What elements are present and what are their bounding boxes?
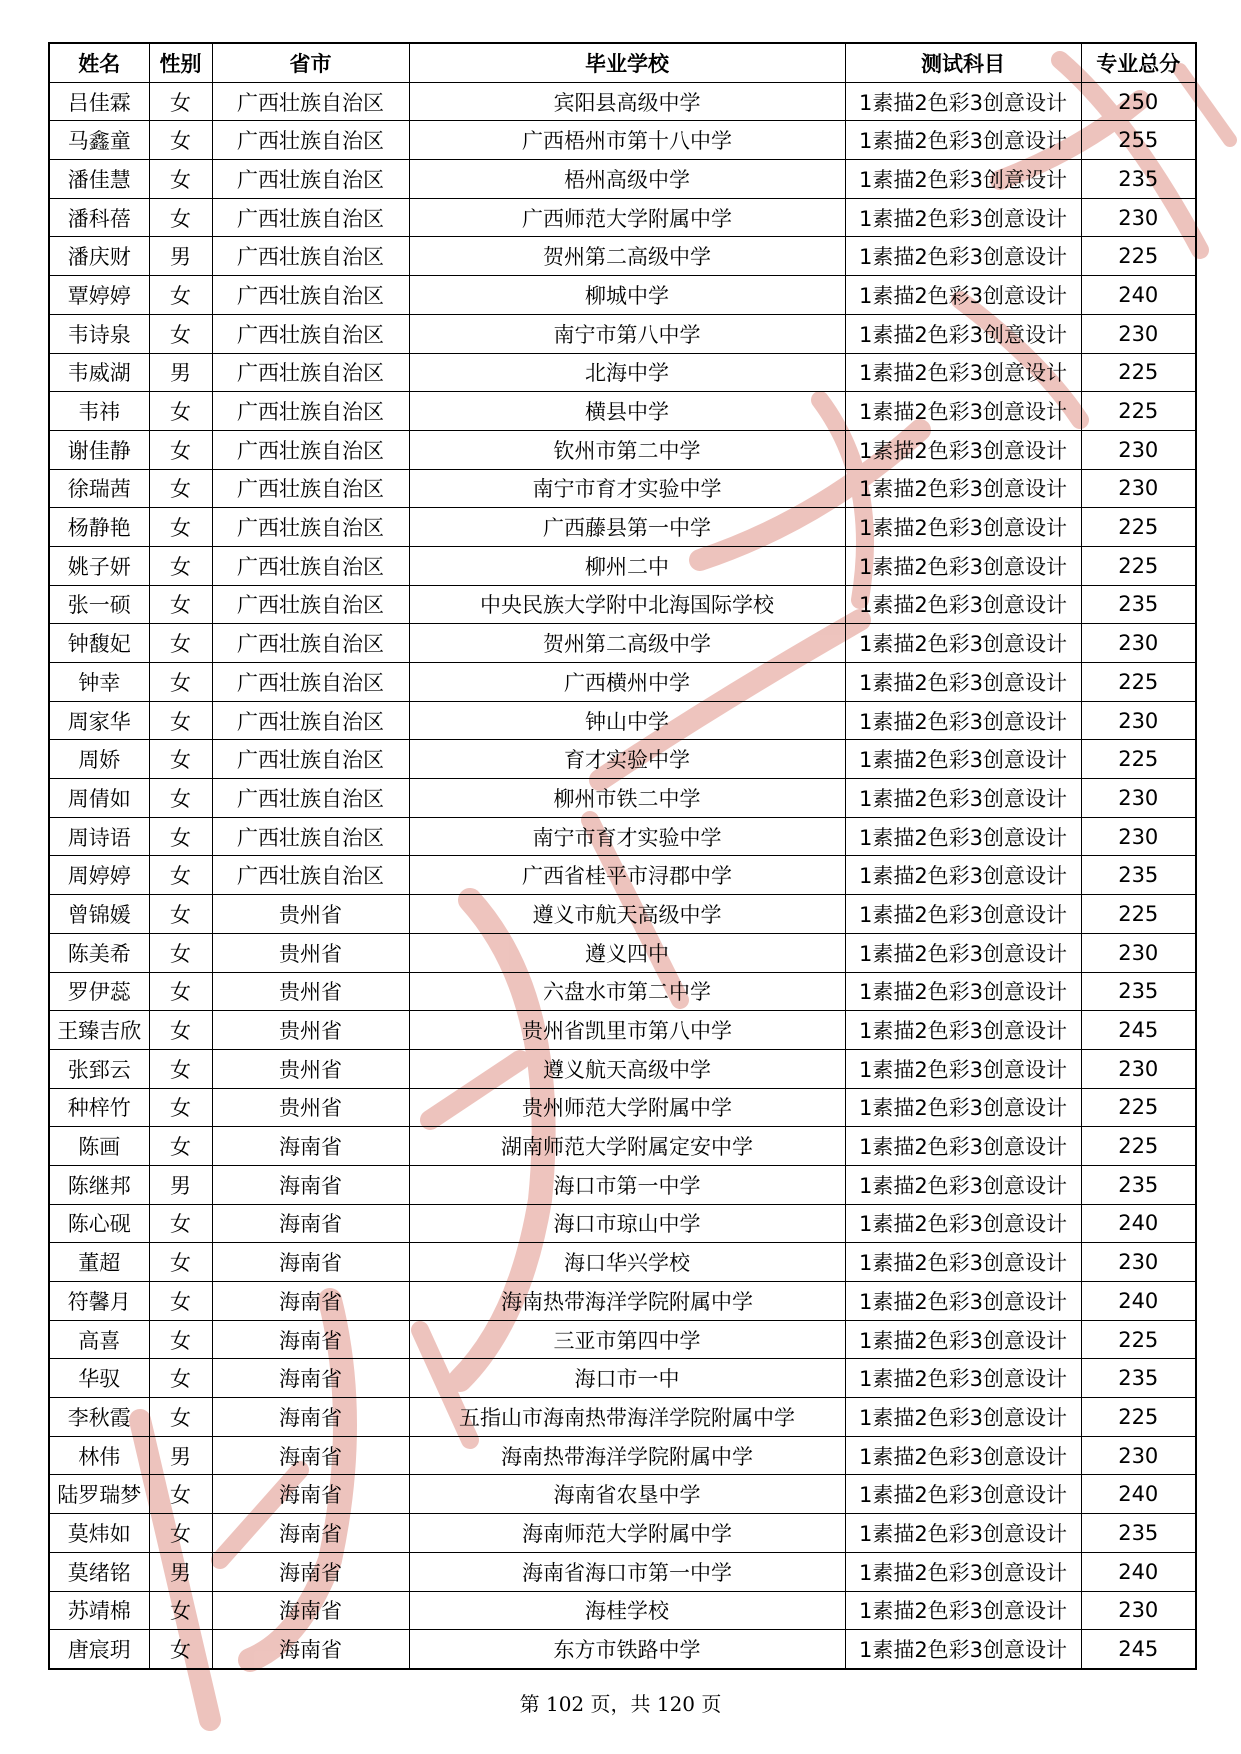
cell-name: 种梓竹: [49, 1088, 149, 1127]
cell-subjects: 1素描2色彩3创意设计: [845, 392, 1081, 431]
cell-name: 唐宸玥: [49, 1630, 149, 1669]
cell-province: 海南省: [212, 1630, 409, 1669]
cell-name: 苏靖棉: [49, 1591, 149, 1630]
cell-gender: 男: [149, 1165, 212, 1204]
cell-gender: 女: [149, 895, 212, 934]
cell-school: 海南省农垦中学: [409, 1475, 845, 1514]
cell-subjects: 1素描2色彩3创意设计: [845, 1088, 1081, 1127]
cell-province: 海南省: [212, 1436, 409, 1475]
cell-school: 贵州省凯里市第八中学: [409, 1011, 845, 1050]
cell-province: 广西壮族自治区: [212, 779, 409, 818]
cell-subjects: 1素描2色彩3创意设计: [845, 1630, 1081, 1669]
table-row: [49, 972, 1196, 1011]
cell-total-score: 225: [1081, 237, 1196, 276]
cell-school: 梧州高级中学: [409, 160, 845, 199]
cell-gender: 女: [149, 972, 212, 1011]
cell-total-score: 230: [1081, 933, 1196, 972]
cell-province: 海南省: [212, 1127, 409, 1166]
cell-gender: 女: [149, 701, 212, 740]
cell-school: 东方市铁路中学: [409, 1630, 845, 1669]
cell-subjects: 1素描2色彩3创意设计: [845, 1011, 1081, 1050]
cell-name: 陈美希: [49, 933, 149, 972]
cell-subjects: 1素描2色彩3创意设计: [845, 314, 1081, 353]
cell-school: 宾阳县高级中学: [409, 82, 845, 121]
cell-subjects: 1素描2色彩3创意设计: [845, 508, 1081, 547]
cell-school: 海南热带海洋学院附属中学: [409, 1282, 845, 1321]
cell-gender: 女: [149, 1127, 212, 1166]
cell-gender: 女: [149, 1398, 212, 1437]
cell-name: 高喜: [49, 1320, 149, 1359]
table-row: [49, 198, 1196, 237]
cell-province: 广西壮族自治区: [212, 314, 409, 353]
cell-school: 横县中学: [409, 392, 845, 431]
cell-gender: 女: [149, 1514, 212, 1553]
cell-school: 湖南师范大学附属定安中学: [409, 1127, 845, 1166]
table-row: [49, 1049, 1196, 1088]
table-row: [49, 1127, 1196, 1166]
cell-province: 海南省: [212, 1320, 409, 1359]
cell-gender: 女: [149, 276, 212, 315]
column-header-gender: 性别: [149, 43, 212, 82]
cell-gender: 女: [149, 663, 212, 702]
cell-province: 广西壮族自治区: [212, 701, 409, 740]
cell-name: 陈心砚: [49, 1204, 149, 1243]
cell-total-score: 240: [1081, 1552, 1196, 1591]
cell-total-score: 230: [1081, 817, 1196, 856]
cell-school: 柳州二中: [409, 546, 845, 585]
cell-subjects: 1素描2色彩3创意设计: [845, 817, 1081, 856]
cell-gender: 女: [149, 392, 212, 431]
cell-province: 广西壮族自治区: [212, 740, 409, 779]
cell-name: 陈画: [49, 1127, 149, 1166]
cell-subjects: 1素描2色彩3创意设计: [845, 430, 1081, 469]
cell-total-score: 230: [1081, 430, 1196, 469]
cell-total-score: 230: [1081, 198, 1196, 237]
cell-school: 广西横州中学: [409, 663, 845, 702]
cell-total-score: 240: [1081, 1282, 1196, 1321]
cell-gender: 男: [149, 237, 212, 276]
cell-province: 海南省: [212, 1204, 409, 1243]
table-row: [49, 895, 1196, 934]
cell-subjects: 1素描2色彩3创意设计: [845, 856, 1081, 895]
cell-gender: 女: [149, 585, 212, 624]
table-row: [49, 1282, 1196, 1321]
cell-name: 罗伊蕊: [49, 972, 149, 1011]
cell-total-score: 255: [1081, 121, 1196, 160]
cell-school: 海口市第一中学: [409, 1165, 845, 1204]
cell-gender: 女: [149, 508, 212, 547]
cell-subjects: 1素描2色彩3创意设计: [845, 1243, 1081, 1282]
cell-gender: 女: [149, 1011, 212, 1050]
cell-school: 柳城中学: [409, 276, 845, 315]
cell-gender: 女: [149, 1591, 212, 1630]
cell-gender: 女: [149, 160, 212, 199]
cell-name: 曾锦媛: [49, 895, 149, 934]
cell-subjects: 1素描2色彩3创意设计: [845, 353, 1081, 392]
cell-province: 海南省: [212, 1165, 409, 1204]
cell-gender: 女: [149, 430, 212, 469]
table-row: [49, 1359, 1196, 1398]
cell-name: 张一硕: [49, 585, 149, 624]
cell-total-score: 230: [1081, 469, 1196, 508]
cell-total-score: 225: [1081, 508, 1196, 547]
cell-province: 海南省: [212, 1552, 409, 1591]
cell-subjects: 1素描2色彩3创意设计: [845, 701, 1081, 740]
cell-school: 海口华兴学校: [409, 1243, 845, 1282]
cell-subjects: 1素描2色彩3创意设计: [845, 1320, 1081, 1359]
table-row: [49, 1088, 1196, 1127]
cell-name: 符馨月: [49, 1282, 149, 1321]
cell-subjects: 1素描2色彩3创意设计: [845, 1359, 1081, 1398]
table-row: [49, 237, 1196, 276]
cell-subjects: 1素描2色彩3创意设计: [845, 663, 1081, 702]
cell-province: 广西壮族自治区: [212, 585, 409, 624]
cell-total-score: 230: [1081, 314, 1196, 353]
cell-total-score: 225: [1081, 1088, 1196, 1127]
cell-province: 海南省: [212, 1359, 409, 1398]
table-row: [49, 933, 1196, 972]
cell-school: 三亚市第四中学: [409, 1320, 845, 1359]
cell-name: 周诗语: [49, 817, 149, 856]
cell-school: 钦州市第二中学: [409, 430, 845, 469]
table-row: [49, 1011, 1196, 1050]
cell-subjects: 1素描2色彩3创意设计: [845, 1204, 1081, 1243]
cell-total-score: 235: [1081, 1165, 1196, 1204]
cell-subjects: 1素描2色彩3创意设计: [845, 895, 1081, 934]
cell-total-score: 225: [1081, 353, 1196, 392]
cell-name: 潘佳慧: [49, 160, 149, 199]
cell-subjects: 1素描2色彩3创意设计: [845, 276, 1081, 315]
cell-province: 广西壮族自治区: [212, 198, 409, 237]
cell-province: 广西壮族自治区: [212, 276, 409, 315]
cell-province: 广西壮族自治区: [212, 430, 409, 469]
cell-total-score: 235: [1081, 585, 1196, 624]
cell-gender: 女: [149, 1049, 212, 1088]
cell-school: 六盘水市第二中学: [409, 972, 845, 1011]
results-table: [48, 42, 1197, 1670]
cell-name: 钟馥妃: [49, 624, 149, 663]
column-header-province: 省市: [212, 43, 409, 82]
cell-total-score: 235: [1081, 856, 1196, 895]
table-row: [49, 1243, 1196, 1282]
table-row: [49, 508, 1196, 547]
table-row: [49, 469, 1196, 508]
cell-total-score: 225: [1081, 895, 1196, 934]
cell-name: 韦威湖: [49, 353, 149, 392]
cell-gender: 女: [149, 198, 212, 237]
cell-name: 华驭: [49, 1359, 149, 1398]
cell-province: 贵州省: [212, 1011, 409, 1050]
cell-province: 广西壮族自治区: [212, 469, 409, 508]
cell-total-score: 225: [1081, 1320, 1196, 1359]
cell-name: 陆罗瑞梦: [49, 1475, 149, 1514]
cell-name: 潘庆财: [49, 237, 149, 276]
table-row: [49, 1204, 1196, 1243]
cell-school: 南宁市育才实验中学: [409, 817, 845, 856]
column-header-total-score: 专业总分: [1081, 43, 1196, 82]
cell-school: 钟山中学: [409, 701, 845, 740]
cell-province: 海南省: [212, 1591, 409, 1630]
cell-province: 贵州省: [212, 933, 409, 972]
cell-province: 广西壮族自治区: [212, 817, 409, 856]
cell-province: 广西壮族自治区: [212, 546, 409, 585]
cell-province: 贵州省: [212, 895, 409, 934]
table-row: [49, 663, 1196, 702]
table-row: [49, 392, 1196, 431]
cell-school: 育才实验中学: [409, 740, 845, 779]
cell-subjects: 1素描2色彩3创意设计: [845, 933, 1081, 972]
table-row: [49, 276, 1196, 315]
cell-province: 广西壮族自治区: [212, 121, 409, 160]
cell-school: 遵义四中: [409, 933, 845, 972]
table-row: [49, 856, 1196, 895]
table-row: [49, 585, 1196, 624]
column-header-name: 姓名: [49, 43, 149, 82]
cell-name: 王臻吉欣: [49, 1011, 149, 1050]
table-row: [49, 1165, 1196, 1204]
cell-subjects: 1素描2色彩3创意设计: [845, 121, 1081, 160]
cell-subjects: 1素描2色彩3创意设计: [845, 1165, 1081, 1204]
cell-total-score: 235: [1081, 160, 1196, 199]
cell-name: 周家华: [49, 701, 149, 740]
cell-name: 董超: [49, 1243, 149, 1282]
cell-province: 贵州省: [212, 972, 409, 1011]
cell-school: 遵义航天高级中学: [409, 1049, 845, 1088]
cell-total-score: 230: [1081, 1243, 1196, 1282]
cell-gender: 女: [149, 856, 212, 895]
cell-name: 林伟: [49, 1436, 149, 1475]
cell-gender: 女: [149, 1282, 212, 1321]
cell-school: 贵州师范大学附属中学: [409, 1088, 845, 1127]
cell-province: 广西壮族自治区: [212, 663, 409, 702]
cell-school: 遵义市航天高级中学: [409, 895, 845, 934]
cell-subjects: 1素描2色彩3创意设计: [845, 237, 1081, 276]
cell-province: 广西壮族自治区: [212, 82, 409, 121]
table-row: [49, 1630, 1196, 1669]
cell-name: 周娇: [49, 740, 149, 779]
cell-subjects: 1素描2色彩3创意设计: [845, 1475, 1081, 1514]
cell-total-score: 225: [1081, 663, 1196, 702]
cell-subjects: 1素描2色彩3创意设计: [845, 740, 1081, 779]
cell-subjects: 1素描2色彩3创意设计: [845, 82, 1081, 121]
cell-province: 广西壮族自治区: [212, 624, 409, 663]
cell-province: 海南省: [212, 1282, 409, 1321]
cell-gender: 男: [149, 1436, 212, 1475]
cell-total-score: 240: [1081, 1475, 1196, 1514]
table-row: [49, 817, 1196, 856]
cell-subjects: 1素描2色彩3创意设计: [845, 585, 1081, 624]
cell-gender: 女: [149, 740, 212, 779]
cell-total-score: 235: [1081, 1514, 1196, 1553]
cell-name: 陈继邦: [49, 1165, 149, 1204]
cell-subjects: 1素描2色彩3创意设计: [845, 469, 1081, 508]
cell-province: 海南省: [212, 1475, 409, 1514]
cell-school: 贺州第二高级中学: [409, 237, 845, 276]
table-row: [49, 353, 1196, 392]
table-row: [49, 1320, 1196, 1359]
cell-gender: 男: [149, 1552, 212, 1591]
cell-name: 马鑫童: [49, 121, 149, 160]
cell-school: 五指山市海南热带海洋学院附属中学: [409, 1398, 845, 1437]
cell-gender: 女: [149, 1243, 212, 1282]
table-body: [49, 82, 1196, 1669]
cell-school: 海南热带海洋学院附属中学: [409, 1436, 845, 1475]
cell-name: 姚子妍: [49, 546, 149, 585]
cell-total-score: 235: [1081, 1359, 1196, 1398]
cell-name: 覃婷婷: [49, 276, 149, 315]
cell-gender: 女: [149, 779, 212, 818]
cell-subjects: 1素描2色彩3创意设计: [845, 1282, 1081, 1321]
cell-subjects: 1素描2色彩3创意设计: [845, 972, 1081, 1011]
cell-school: 海南师范大学附属中学: [409, 1514, 845, 1553]
cell-total-score: 230: [1081, 1049, 1196, 1088]
cell-name: 谢佳静: [49, 430, 149, 469]
cell-subjects: 1素描2色彩3创意设计: [845, 1552, 1081, 1591]
cell-name: 周倩如: [49, 779, 149, 818]
cell-gender: 女: [149, 1320, 212, 1359]
cell-total-score: 245: [1081, 1630, 1196, 1669]
cell-name: 吕佳霖: [49, 82, 149, 121]
cell-total-score: 225: [1081, 1127, 1196, 1166]
cell-subjects: 1素描2色彩3创意设计: [845, 160, 1081, 199]
cell-subjects: 1素描2色彩3创意设计: [845, 779, 1081, 818]
cell-gender: 女: [149, 469, 212, 508]
cell-province: 贵州省: [212, 1088, 409, 1127]
page-footer: 第 102 页，共 120 页: [519, 1692, 722, 1716]
cell-name: 李秋霞: [49, 1398, 149, 1437]
column-header-school: 毕业学校: [409, 43, 845, 82]
cell-name: 杨静艳: [49, 508, 149, 547]
cell-province: 广西壮族自治区: [212, 353, 409, 392]
cell-gender: 女: [149, 1204, 212, 1243]
cell-gender: 女: [149, 121, 212, 160]
cell-name: 徐瑞茜: [49, 469, 149, 508]
table-row: [49, 701, 1196, 740]
cell-name: 韦诗泉: [49, 314, 149, 353]
cell-school: 中央民族大学附中北海国际学校: [409, 585, 845, 624]
cell-gender: 女: [149, 817, 212, 856]
cell-subjects: 1素描2色彩3创意设计: [845, 1436, 1081, 1475]
cell-total-score: 240: [1081, 1204, 1196, 1243]
cell-name: 周婷婷: [49, 856, 149, 895]
cell-name: 潘科蓓: [49, 198, 149, 237]
cell-school: 海桂学校: [409, 1591, 845, 1630]
cell-school: 广西师范大学附属中学: [409, 198, 845, 237]
cell-total-score: 230: [1081, 624, 1196, 663]
table-row: [49, 314, 1196, 353]
cell-province: 广西壮族自治区: [212, 160, 409, 199]
table-row: [49, 1398, 1196, 1437]
table-row: [49, 160, 1196, 199]
cell-province: 海南省: [212, 1243, 409, 1282]
cell-school: 广西梧州市第十八中学: [409, 121, 845, 160]
cell-school: 广西藤县第一中学: [409, 508, 845, 547]
table-row: [49, 430, 1196, 469]
cell-total-score: 225: [1081, 740, 1196, 779]
cell-school: 柳州市铁二中学: [409, 779, 845, 818]
table-row: [49, 1591, 1196, 1630]
table-row: [49, 1552, 1196, 1591]
table-row: [49, 121, 1196, 160]
cell-name: 钟幸: [49, 663, 149, 702]
cell-gender: 女: [149, 1630, 212, 1669]
cell-subjects: 1素描2色彩3创意设计: [845, 198, 1081, 237]
cell-subjects: 1素描2色彩3创意设计: [845, 546, 1081, 585]
cell-total-score: 250: [1081, 82, 1196, 121]
cell-subjects: 1素描2色彩3创意设计: [845, 1127, 1081, 1166]
cell-gender: 女: [149, 933, 212, 972]
cell-subjects: 1素描2色彩3创意设计: [845, 1398, 1081, 1437]
cell-name: 莫绪铭: [49, 1552, 149, 1591]
cell-total-score: 245: [1081, 1011, 1196, 1050]
table-row: [49, 624, 1196, 663]
cell-school: 海南省海口市第一中学: [409, 1552, 845, 1591]
table-row: [49, 82, 1196, 121]
cell-school: 北海中学: [409, 353, 845, 392]
cell-total-score: 235: [1081, 972, 1196, 1011]
cell-subjects: 1素描2色彩3创意设计: [845, 1591, 1081, 1630]
cell-total-score: 225: [1081, 1398, 1196, 1437]
cell-gender: 女: [149, 546, 212, 585]
table-row: [49, 740, 1196, 779]
cell-school: 南宁市育才实验中学: [409, 469, 845, 508]
cell-school: 海口市一中: [409, 1359, 845, 1398]
cell-province: 海南省: [212, 1514, 409, 1553]
cell-gender: 女: [149, 82, 212, 121]
cell-province: 海南省: [212, 1398, 409, 1437]
table-row: [49, 546, 1196, 585]
table-header-row: [49, 43, 1196, 82]
cell-province: 广西壮族自治区: [212, 237, 409, 276]
table-row: [49, 779, 1196, 818]
cell-total-score: 240: [1081, 276, 1196, 315]
cell-gender: 男: [149, 353, 212, 392]
table-row: [49, 1514, 1196, 1553]
cell-gender: 女: [149, 314, 212, 353]
cell-total-score: 225: [1081, 546, 1196, 585]
cell-total-score: 230: [1081, 1591, 1196, 1630]
cell-subjects: 1素描2色彩3创意设计: [845, 1514, 1081, 1553]
cell-total-score: 230: [1081, 1436, 1196, 1475]
cell-school: 贺州第二高级中学: [409, 624, 845, 663]
cell-gender: 女: [149, 624, 212, 663]
cell-school: 广西省桂平市浔郡中学: [409, 856, 845, 895]
cell-total-score: 230: [1081, 779, 1196, 818]
cell-province: 广西壮族自治区: [212, 856, 409, 895]
cell-school: 海口市琼山中学: [409, 1204, 845, 1243]
cell-total-score: 225: [1081, 392, 1196, 431]
table-row: [49, 1475, 1196, 1514]
cell-name: 张郅云: [49, 1049, 149, 1088]
cell-gender: 女: [149, 1088, 212, 1127]
cell-province: 广西壮族自治区: [212, 392, 409, 431]
cell-province: 贵州省: [212, 1049, 409, 1088]
cell-name: 莫炜如: [49, 1514, 149, 1553]
cell-subjects: 1素描2色彩3创意设计: [845, 624, 1081, 663]
cell-subjects: 1素描2色彩3创意设计: [845, 1049, 1081, 1088]
table-row: [49, 1436, 1196, 1475]
column-header-subjects: 测试科目: [845, 43, 1081, 82]
cell-gender: 女: [149, 1359, 212, 1398]
cell-gender: 女: [149, 1475, 212, 1514]
cell-total-score: 230: [1081, 701, 1196, 740]
cell-province: 广西壮族自治区: [212, 508, 409, 547]
cell-name: 韦祎: [49, 392, 149, 431]
cell-school: 南宁市第八中学: [409, 314, 845, 353]
